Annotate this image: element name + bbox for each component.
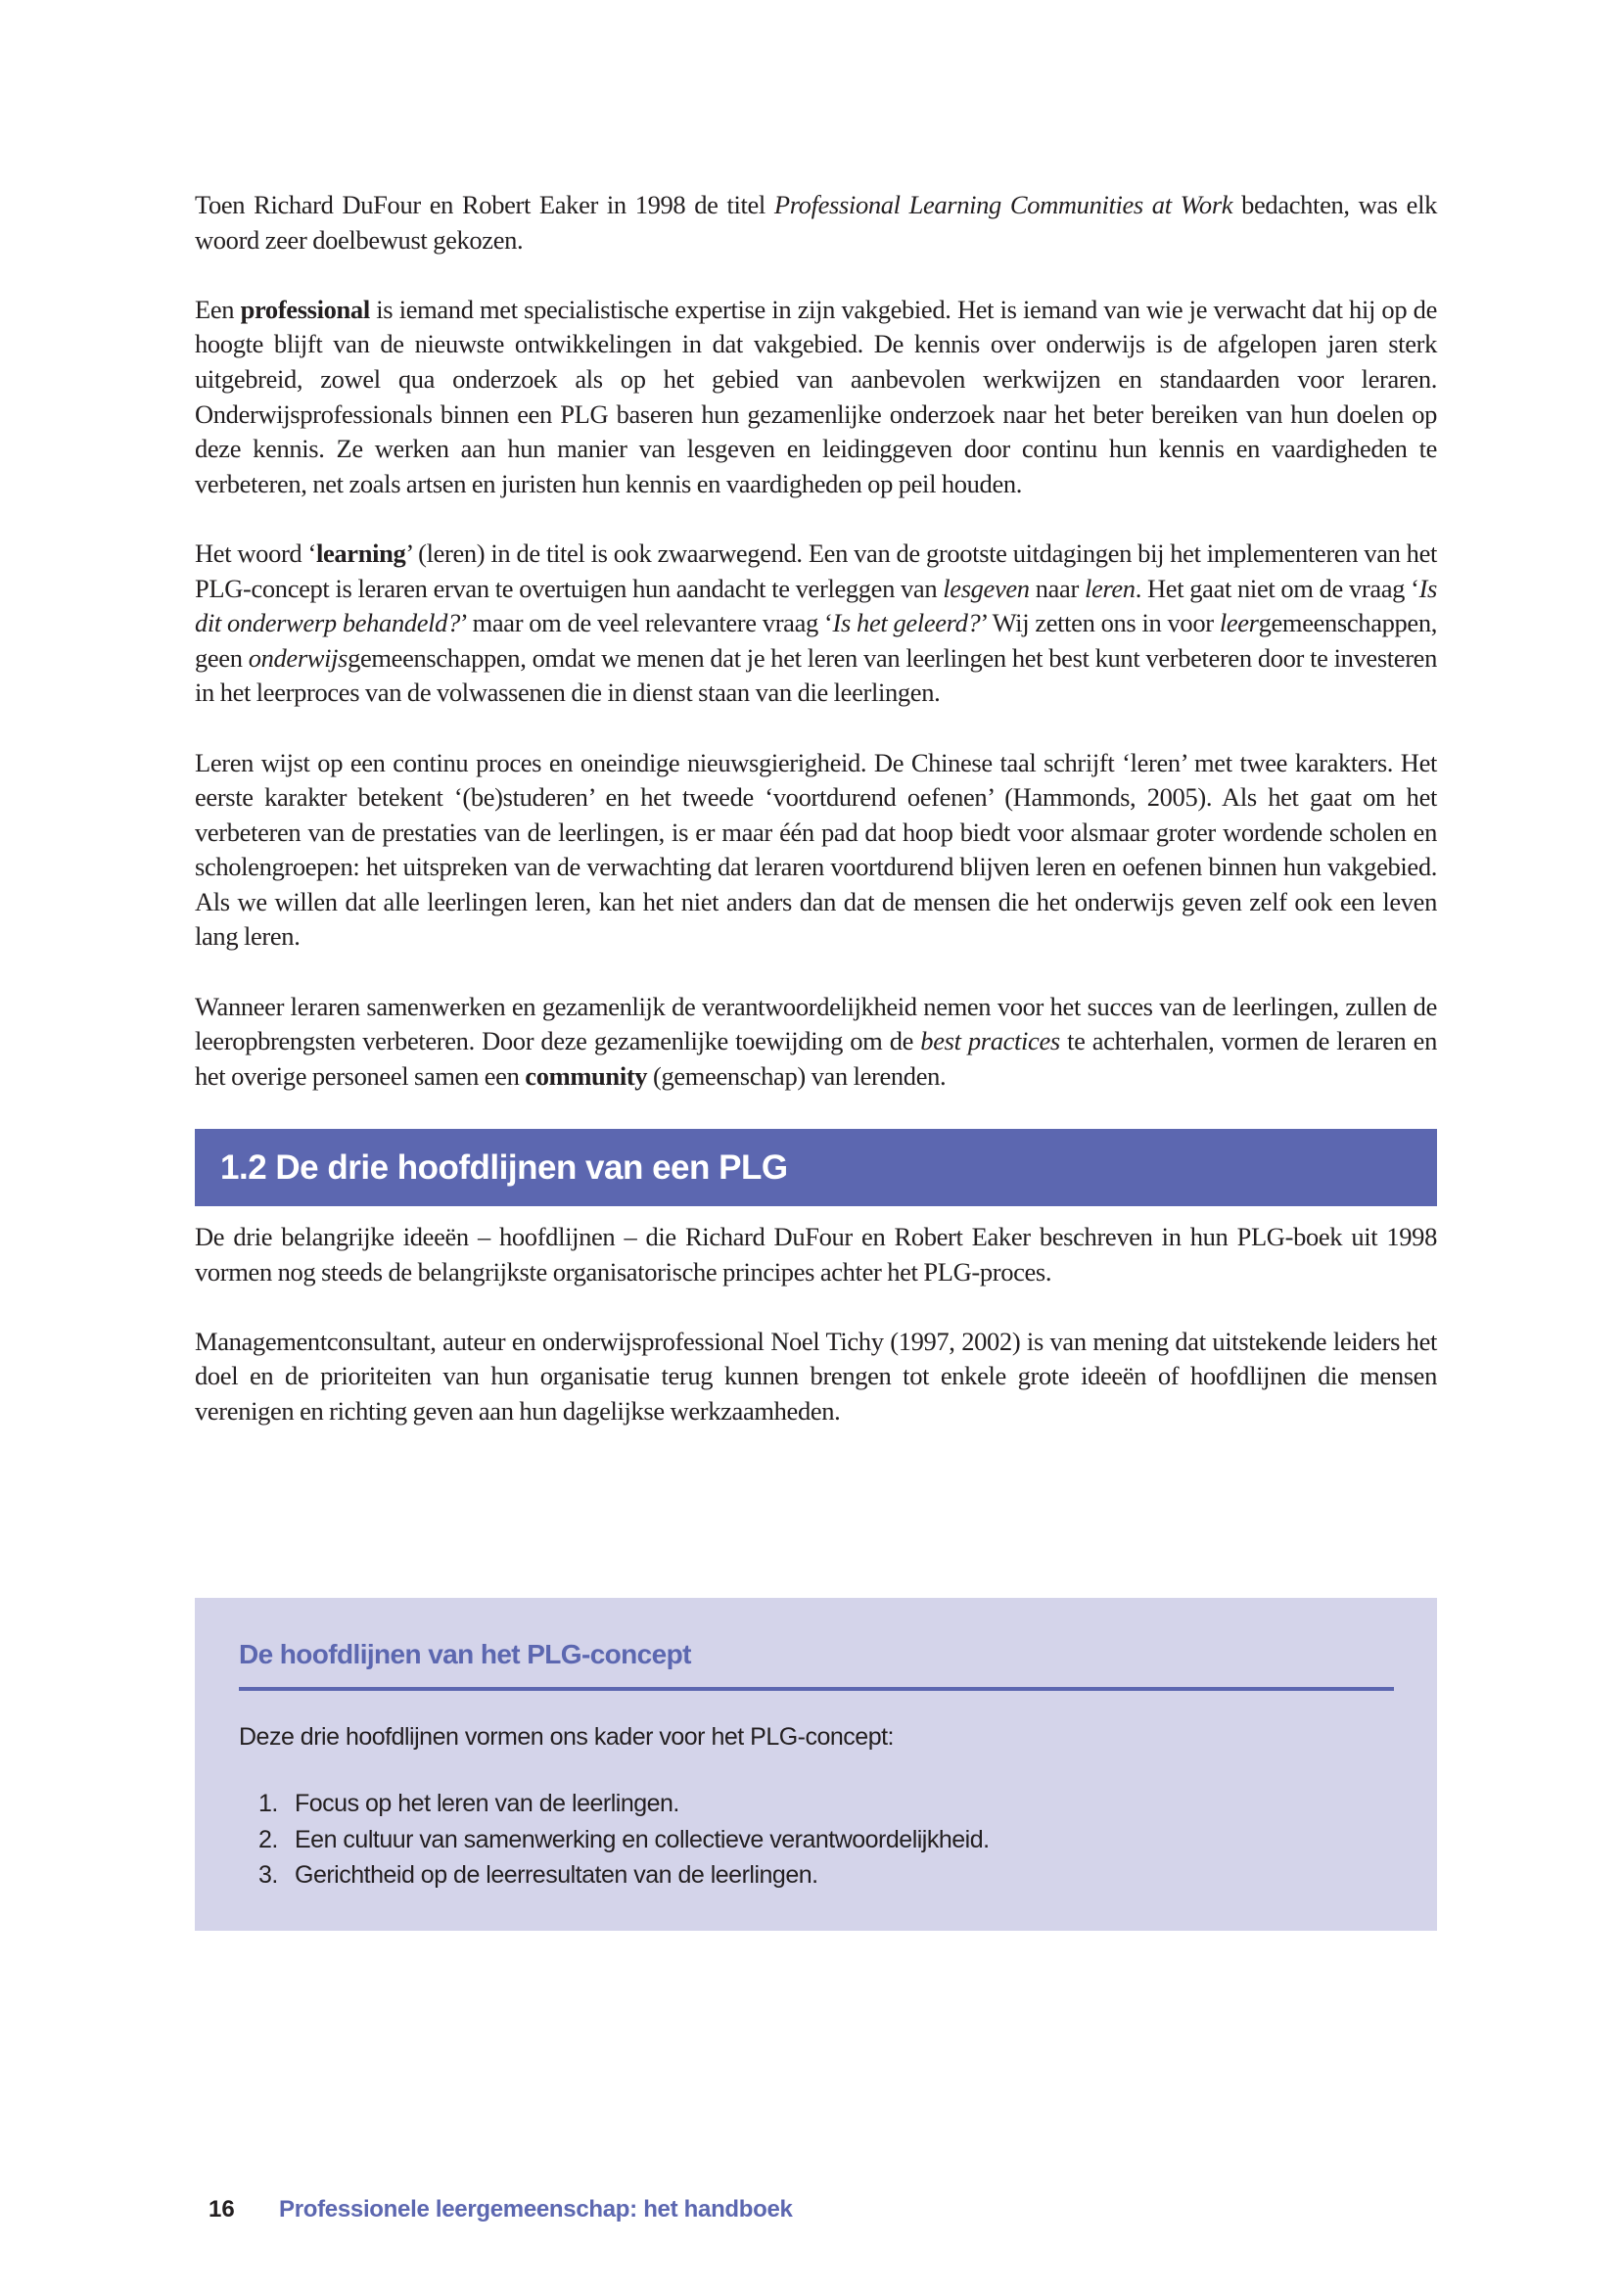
body-paragraph xyxy=(195,188,1437,257)
italic-text: leer xyxy=(1219,608,1259,638)
bold-term: professional xyxy=(240,294,370,324)
italic-text: Is dit onderwerp behandeld? xyxy=(195,573,1437,638)
list-item xyxy=(258,1790,990,1826)
text-run: ’ maar om de veel relevantere vraag ‘ xyxy=(459,608,833,638)
list-text: Gerichtheid op de leerresultaten van de leerlingen. xyxy=(295,1861,818,1889)
text-run: te achterhalen, vormen de leraren en het overige personeel samen een xyxy=(195,1026,1437,1091)
body-paragraph xyxy=(195,746,1437,956)
callout-title: De hoofdlijnen van het PLG-concept xyxy=(239,1639,691,1669)
list-number: 3. xyxy=(258,1861,278,1889)
text-run: Leren wijst op een continu proces en oneindige nieuwsgierigheid. De Chinese taal schrijft ‘leren’ met twee karakters. Het eerste karakter betekent ‘(be)studeren’ en het tweede ‘voortdurend oefenen’ (Hammonds, 2005). Als het gaat om het verbeteren van de prestaties van de leerlingen, is er maar één pad dat hoop biedt voor alsmaar groter wordende scholen en scholengroepen: het uitspreken van de verwachting dat leraren voortdurend blijven leren en oefenen binnen hun vakgebied. Als we willen dat alle leerlingen leren, kan het niet anders dan dat de mensen die het onderwijs geven zelf ook een leven lang leren. xyxy=(195,747,1437,952)
list-number: 1. xyxy=(258,1790,278,1817)
callout-list xyxy=(258,1790,990,1897)
section-paragraphs xyxy=(195,1220,1437,1429)
text-run: Toen Richard DuFour en Robert Eaker in 1998 de titel xyxy=(195,190,774,219)
list-number: 2. xyxy=(258,1825,278,1853)
callout-intro: Deze drie hoofdlijnen vormen ons kader voor het PLG-concept: xyxy=(239,1723,894,1751)
text-run: ’ Wij zetten ons in voor xyxy=(980,608,1220,638)
italic-text: Is het geleerd? xyxy=(832,608,981,638)
list-text: Focus op het leren van de leerlingen. xyxy=(295,1790,679,1817)
section-paragraph xyxy=(195,1325,1437,1429)
bold-term: learning xyxy=(315,538,406,568)
page-footer xyxy=(209,2196,793,2223)
text-run: bedachten, was elk woord zeer doelbewust gekozen. xyxy=(195,190,1437,255)
text-run: is iemand met specialistische expertise in zijn vakgebied. Het is iemand van wie je verwacht dat hij op de hoogte blijft van de nieuwste ontwikkelingen in dat vakgebied. De kennis over onderwijs is de afgelopen jaren sterk uitgebreid, zowel qua onderzoek als op het gebied van aanbevolen werkwijzen en standaarden voor leraren. Onderwijsprofessionals binnen een PLG baseren hun gezamenlijke onderzoek naar het beter bereiken van hun doelen op deze kennis. Ze werken aan hun manier van lesgeven en leidinggeven door continu hun kennis en vaardigheden te verbeteren, net zoals artsen en juristen hun kennis en vaardigheden op peil houden. xyxy=(195,294,1437,498)
text-run: De drie belangrijke ideeën – hoofdlijnen – die Richard DuFour en Robert Eaker beschreven in hun PLG-boek uit 1998 vormen nog steeds de belangrijkste organisatorische principes achter het PLG-proces. xyxy=(195,1222,1437,1287)
intro-paragraphs xyxy=(195,188,1437,1094)
text-run: (gemeenschap) van lerenden. xyxy=(647,1060,947,1091)
italic-text: leren xyxy=(1084,573,1136,603)
italic-text: best practices xyxy=(920,1026,1060,1056)
body-paragraph xyxy=(195,293,1437,502)
text-run: gemeenschappen, geen xyxy=(195,608,1437,673)
section-heading-bar xyxy=(195,1129,1437,1206)
italic-text: Professional Learning Communities at Work xyxy=(773,190,1233,219)
callout-box xyxy=(195,1598,1437,1931)
body-paragraph xyxy=(195,537,1437,711)
running-title: Professionele leergemeenschap: het handboek xyxy=(279,2196,793,2223)
section-title: 1.2 De drie hoofdlijnen van een PLG xyxy=(220,1147,788,1187)
page-body xyxy=(195,188,1437,1464)
text-run: ’ (leren) in de titel is ook zwaarwegend. Een van de grootste uitdagingen bij het implementeren van het PLG-concept is leraren ervan te overtuigen hun aandacht te verleggen van xyxy=(195,538,1437,603)
list-item xyxy=(258,1861,990,1897)
italic-text: lesgeven xyxy=(943,573,1030,603)
page-number: 16 xyxy=(209,2196,235,2223)
text-run: Managementconsultant, auteur en onderwijsprofessional Noel Tichy (1997, 2002) is van mening dat uitstekende leiders het doel en de prioriteiten van hun organisatie terug kunnen brengen tot enkele grote ideeën of hoofdlijnen die mensen verenigen en richting geven aan hun dagelijkse werkzaamheden. xyxy=(195,1326,1437,1426)
text-run: Het woord ‘ xyxy=(195,538,316,568)
list-item xyxy=(258,1826,990,1862)
callout-divider xyxy=(239,1687,1394,1691)
text-run: naar xyxy=(1029,573,1085,603)
text-run: . Het gaat niet om de vraag ‘ xyxy=(1135,573,1419,603)
list-text: Een cultuur van samenwerking en collectieve verantwoordelijkheid. xyxy=(295,1825,990,1853)
text-run: gemeenschappen, omdat we menen dat je het leren van leerlingen het best kunt verbeteren door te investeren in het leerproces van de volwassenen die in dienst staan van die leerlingen. xyxy=(195,642,1437,708)
body-paragraph xyxy=(195,990,1437,1095)
italic-text: onderwijs xyxy=(248,642,348,673)
bold-term: community xyxy=(525,1060,648,1091)
section-paragraph xyxy=(195,1220,1437,1289)
text-run: Een xyxy=(195,294,241,324)
text-run: Wanneer leraren samenwerken en gezamenlijk de verantwoordelijkheid nemen voor het succes van de leerlingen, zullen de leeropbrengsten verbeteren. Door deze gezamenlijke toewijding om de xyxy=(195,991,1437,1056)
